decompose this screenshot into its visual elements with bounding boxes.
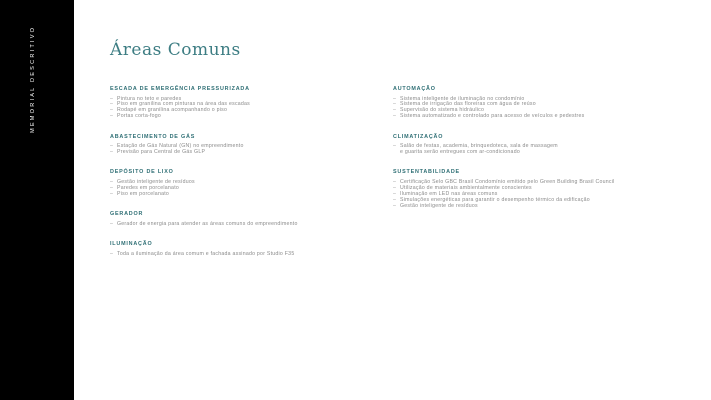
section-heading: ILUMINAÇÃO xyxy=(110,241,153,248)
section-heading: ABASTECIMENTO DE GÁS xyxy=(110,133,196,140)
item-list xyxy=(110,222,370,228)
item-list xyxy=(393,97,693,121)
left-column xyxy=(110,86,370,271)
sidebar-label: MEMORIAL DESCRITIVO xyxy=(30,25,36,133)
section-heading: SUSTENTABILIDADE xyxy=(393,169,460,176)
section-abastecimento-gas xyxy=(110,134,370,156)
list-item: – Pintura no teto e paredes xyxy=(110,97,370,103)
list-item: – Rodapé em granilina acompanhando o piso xyxy=(110,108,370,114)
section-automacao xyxy=(393,86,693,120)
sidebar xyxy=(0,0,74,400)
section-sustentabilidade xyxy=(393,169,693,209)
list-item: – Gerador de energia para atender as áreas comuns do empreendimento xyxy=(110,222,370,228)
right-column xyxy=(393,86,693,223)
list-item: – Sistema automatizado e controlado para acesso de veículos e pedestres xyxy=(393,114,693,120)
list-item: – Supervisão do sistema hidráulico xyxy=(393,108,693,114)
list-item: – Piso em granilina com pinturas na área das escadas xyxy=(110,102,370,108)
section-deposito-lixo xyxy=(110,169,370,197)
page-title: Áreas Comuns xyxy=(110,40,241,60)
section-iluminacao xyxy=(110,241,370,257)
item-list xyxy=(110,180,370,198)
list-item: – Paredes em porcelanato xyxy=(110,186,370,192)
item-list xyxy=(110,144,370,156)
item-list xyxy=(393,180,693,210)
section-heading: GERADOR xyxy=(110,211,144,218)
list-item: – Sistema de irrigação das floreiras com água de reúso xyxy=(393,102,693,108)
item-list xyxy=(393,144,693,156)
section-gerador xyxy=(110,211,370,227)
list-item: – Portas corta-fogo xyxy=(110,114,370,120)
section-heading: CLIMATIZAÇÃO xyxy=(393,133,444,140)
list-item: – Certificação Selo GBC Brasil Condomínio emitido pelo Green Building Brasil Council xyxy=(393,180,693,186)
list-item: – Estação de Gás Natural (GN) no empreendimento xyxy=(110,144,370,150)
section-heading: ESCADA DE EMERGÊNCIA PRESSURIZADA xyxy=(110,86,250,92)
list-item: – Sistema inteligente de iluminação no condomínio xyxy=(393,97,693,103)
section-climatizacao xyxy=(393,134,693,156)
list-item: – Iluminação em LED nas áreas comuns xyxy=(393,192,693,198)
list-item: – Gestão inteligente de resíduos xyxy=(393,204,693,210)
item-list xyxy=(110,252,370,258)
section-heading: AUTOMAÇÃO xyxy=(393,86,436,92)
item-list xyxy=(110,97,370,121)
list-item: – Toda a iluminação da área comum e fachada assinado por Studio F35 xyxy=(110,252,370,258)
list-item: – Piso em porcelanato xyxy=(110,192,370,198)
list-item: – Simulações energéticas para garantir o desempenho térmico da edificação xyxy=(393,198,693,204)
list-item: – Salão de festas, academia, brinquedoteca, sala de massagem e guarita serão entregues com ar-condicionado xyxy=(393,144,693,156)
section-escada-emergencia xyxy=(110,86,370,120)
section-heading: DEPÓSITO DE LIXO xyxy=(110,169,174,176)
list-item: – Gestão inteligente de resíduos xyxy=(110,180,370,186)
list-item: – Utilização de materiais ambientalmente conscientes xyxy=(393,186,693,192)
list-item: – Previsão para Central de Gás GLP xyxy=(110,150,370,156)
